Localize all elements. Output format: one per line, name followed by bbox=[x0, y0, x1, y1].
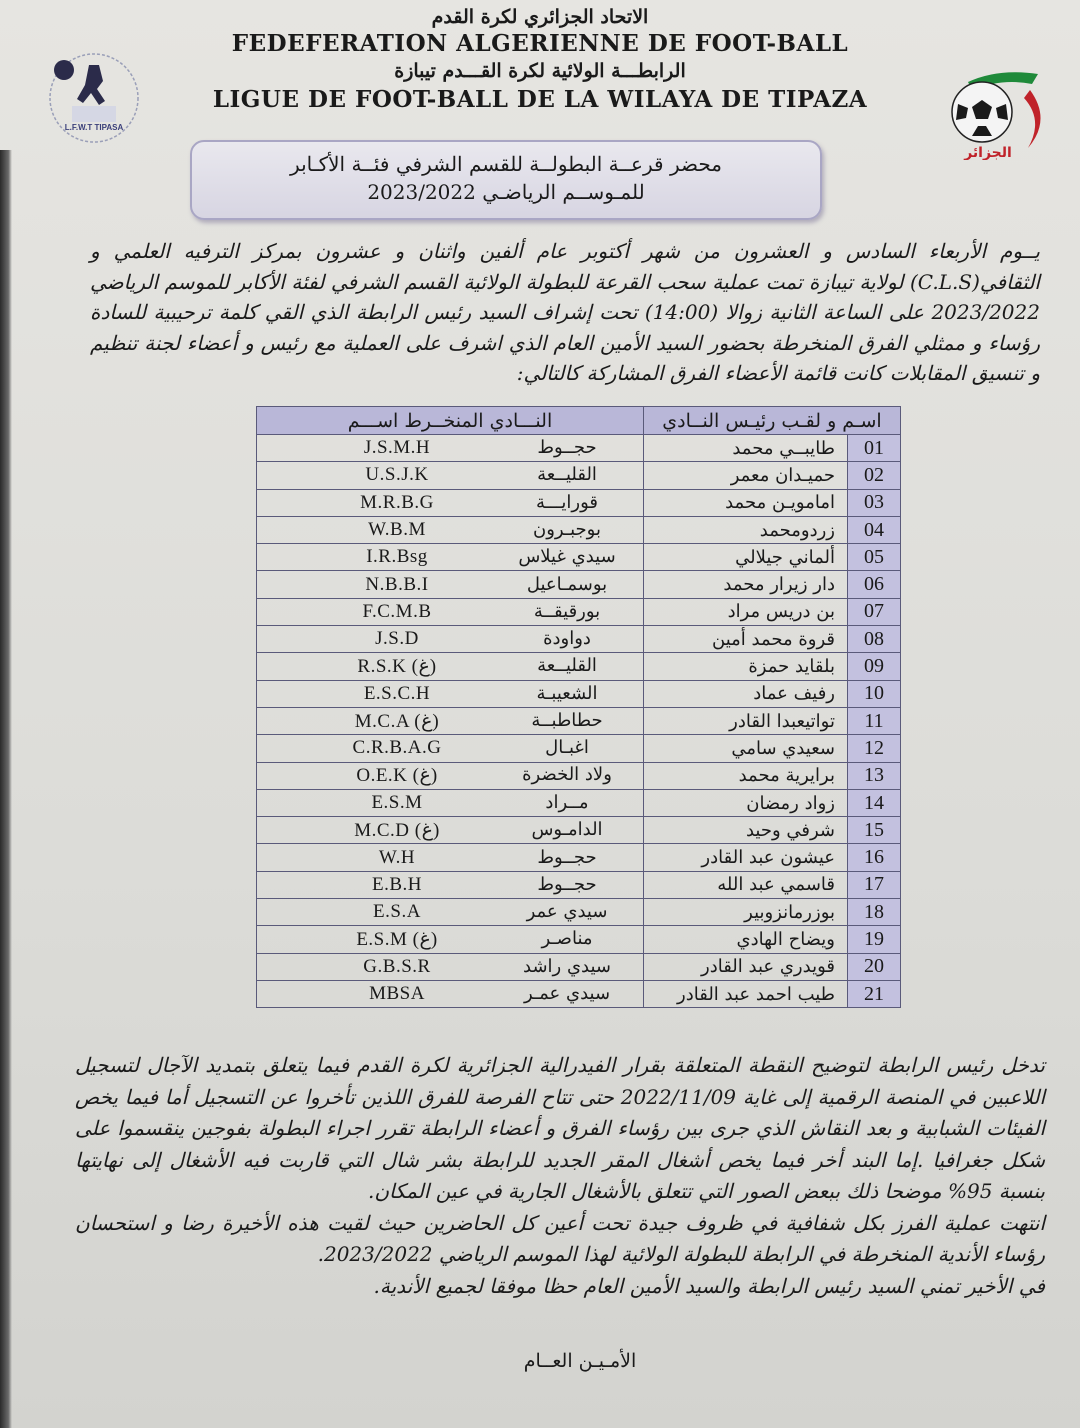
club-cell bbox=[257, 871, 644, 898]
table-row bbox=[257, 762, 901, 789]
row-number: 19 bbox=[848, 926, 901, 953]
club-town: بوسمـاعيل bbox=[526, 573, 608, 595]
club-town: الشعيبـة bbox=[536, 682, 598, 704]
president-name: ويضاح الهادي bbox=[644, 926, 848, 953]
club-cell bbox=[257, 462, 644, 489]
row-number: 05 bbox=[848, 544, 901, 571]
table-row bbox=[257, 707, 901, 734]
club-cell bbox=[257, 680, 644, 707]
president-name: زواد رمضان bbox=[644, 789, 848, 816]
table-row bbox=[257, 735, 901, 762]
club-cell bbox=[257, 571, 644, 598]
club-code: U.S.J.K bbox=[365, 464, 429, 486]
table-row bbox=[257, 571, 901, 598]
table-row bbox=[257, 817, 901, 844]
row-number: 20 bbox=[848, 953, 901, 980]
president-name: سعيدي سامي bbox=[644, 735, 848, 762]
club-town: حجــوط bbox=[537, 846, 597, 868]
row-number: 17 bbox=[848, 871, 901, 898]
president-name: ألماني جيلالي bbox=[644, 544, 848, 571]
president-name: حميـدان معمر bbox=[644, 462, 848, 489]
club-town: حجــوط bbox=[537, 437, 597, 459]
club-town: سيدي غيلاس bbox=[518, 546, 616, 568]
row-number: 08 bbox=[848, 626, 901, 653]
table-row bbox=[257, 489, 901, 516]
club-code: J.S.D bbox=[375, 628, 419, 650]
club-town: حجــوط bbox=[537, 873, 597, 895]
clubs-table bbox=[256, 406, 901, 1008]
president-name: دار زيرار محمد bbox=[644, 571, 848, 598]
page-edge-shadow bbox=[0, 150, 12, 1428]
president-name: زردومحمد bbox=[644, 516, 848, 543]
row-number: 06 bbox=[848, 571, 901, 598]
club-town: الدامـوس bbox=[531, 818, 603, 840]
table-row bbox=[257, 544, 901, 571]
row-number: 09 bbox=[848, 653, 901, 680]
svg-text:L.F.W.T TIPASA: L.F.W.T TIPASA bbox=[64, 123, 124, 132]
club-cell bbox=[257, 953, 644, 980]
club-town: مناصـر bbox=[541, 927, 593, 949]
club-cell bbox=[257, 626, 644, 653]
club-code: O.E.K (غ) bbox=[356, 765, 438, 787]
club-town: القليــعة bbox=[537, 464, 597, 486]
row-number: 03 bbox=[848, 489, 901, 516]
club-town: سيدي عمـر bbox=[523, 983, 611, 1005]
president-name: امامويـن محمد bbox=[644, 489, 848, 516]
club-cell bbox=[257, 435, 644, 462]
president-name: شرفي وحيد bbox=[644, 817, 848, 844]
club-town: بوجبـرون bbox=[533, 519, 601, 541]
club-cell bbox=[257, 489, 644, 516]
president-name: تواتيعبدا القادر bbox=[644, 707, 848, 734]
club-cell bbox=[257, 817, 644, 844]
table-row bbox=[257, 598, 901, 625]
club-code: M.R.B.G bbox=[360, 491, 434, 513]
club-town: ولاد الخضرة bbox=[522, 764, 612, 786]
club-code: M.C.A (غ) bbox=[354, 710, 440, 732]
club-town: دواودة bbox=[543, 628, 591, 650]
title-line-1: محضر قرعــة البطولــة للقسم الشرفي فئــة الأكـابر bbox=[290, 152, 722, 176]
club-code: C.R.B.A.G bbox=[352, 737, 442, 759]
president-name: بلقايد حمزة bbox=[644, 653, 848, 680]
french-league-title: LIGUE DE FOOT-BALL DE LA WILAYA DE TIPAZA bbox=[212, 86, 868, 113]
french-federation-title: FEDEFERATION ALGERIENNE DE FOOT-BALL bbox=[231, 30, 849, 57]
club-code: F.C.M.B bbox=[362, 600, 432, 622]
table-row bbox=[257, 899, 901, 926]
president-name: بوزرمانزوبير bbox=[644, 899, 848, 926]
president-name: قويدري عبد القادر bbox=[644, 953, 848, 980]
club-town: اغبـال bbox=[545, 737, 589, 759]
closing-paragraph-3: في الأخير تمني السيد رئيس الرابطة والسيد الأمين العام حظا موفقا لجميع الأندية. bbox=[373, 1273, 1045, 1298]
club-code: N.B.B.I bbox=[365, 573, 429, 595]
table-row bbox=[257, 871, 901, 898]
club-cell bbox=[257, 789, 644, 816]
club-town: مــراد bbox=[545, 792, 589, 813]
president-name: برايرية محمد bbox=[644, 762, 848, 789]
club-code: J.S.M.H bbox=[363, 437, 431, 459]
table-row bbox=[257, 516, 901, 543]
club-code: E.S.M bbox=[371, 792, 423, 813]
club-cell bbox=[257, 598, 644, 625]
club-code: W.B.M bbox=[368, 519, 426, 541]
row-number: 16 bbox=[848, 844, 901, 871]
row-number: 10 bbox=[848, 680, 901, 707]
president-header: اسـم و لقـب رئيـس النــادي bbox=[644, 407, 901, 435]
club-town: قورايـــة bbox=[535, 491, 599, 513]
club-cell bbox=[257, 926, 644, 953]
club-code: E.S.A bbox=[373, 901, 421, 923]
federation-logo bbox=[938, 60, 1058, 160]
table-row bbox=[257, 789, 901, 816]
club-town: القليــعة bbox=[537, 655, 597, 677]
row-number: 18 bbox=[848, 899, 901, 926]
president-name: طيب احمد عبد القادر bbox=[644, 980, 848, 1007]
table-row bbox=[257, 844, 901, 871]
row-number: 07 bbox=[848, 598, 901, 625]
club-code: E.S.M (غ) bbox=[356, 928, 438, 950]
row-number: 12 bbox=[848, 735, 901, 762]
club-town: حطاطبــة bbox=[531, 709, 603, 731]
club-cell bbox=[257, 707, 644, 734]
president-name: طايبــي محمد bbox=[644, 435, 848, 462]
table-row bbox=[257, 435, 901, 462]
intro-paragraph: يــوم الأربعاء السادس و العشرون من شهر أكتوبر عام ألفين واثنان و عشرون بمركز الترفيه العلمي و الثقافي(C.L.S) لولاية تيبازة تمت عملية سحب القرعة للبطولة الولائية القسم الشرفي لفئة الأكابر للموسم الرياضي 2023/2022 على الساعة الثانية زوالا (14:00) تحت إشراف السيد رئيس الرابطة الذي القي كلمة ترحيبية للسادة رؤساء و ممثلي الفرق المنخرطة بحضور السيد الأمين العام الذي اشرف على العملية مع رئيس و أعضاء لجنة تنظيم و تنسيق المقابلات كانت قائمة الأعضاء الفرق المشاركة كالتالي: bbox=[90, 239, 1040, 385]
club-code: MBSA bbox=[369, 983, 425, 1005]
president-name: بن دريس مراد bbox=[644, 598, 848, 625]
club-code: G.B.S.R bbox=[363, 955, 431, 977]
club-code: M.C.D (غ) bbox=[354, 819, 440, 841]
table-row bbox=[257, 462, 901, 489]
president-name: قاسمي عبد الله bbox=[644, 871, 848, 898]
club-code: I.R.Bsg bbox=[366, 546, 428, 568]
table-row bbox=[257, 980, 901, 1007]
club-town: سيدي عمر bbox=[526, 901, 608, 923]
svg-text:الجزائر: الجزائر bbox=[964, 145, 1012, 160]
row-number: 21 bbox=[848, 980, 901, 1007]
club-cell bbox=[257, 844, 644, 871]
club-cell bbox=[257, 735, 644, 762]
club-cell bbox=[257, 899, 644, 926]
row-number: 14 bbox=[848, 789, 901, 816]
club-code: W.H bbox=[378, 846, 416, 868]
league-logo bbox=[44, 50, 144, 150]
club-cell bbox=[257, 762, 644, 789]
club-cell bbox=[257, 516, 644, 543]
row-number: 04 bbox=[848, 516, 901, 543]
club-code: E.B.H bbox=[372, 873, 422, 895]
row-number: 01 bbox=[848, 435, 901, 462]
table-header-row bbox=[257, 407, 901, 435]
row-number: 15 bbox=[848, 817, 901, 844]
arabic-league-title: الرابطـــة الولائية لكرة القـــدم تيبازة bbox=[394, 60, 686, 82]
club-town: سيدي راشد bbox=[523, 955, 611, 977]
club-cell bbox=[257, 653, 644, 680]
club-cell bbox=[257, 980, 644, 1007]
president-name: رفيف عماد bbox=[644, 680, 848, 707]
club-code: E.S.C.H bbox=[363, 682, 431, 704]
arabic-federation-title: الاتحاد الجزائري لكرة القدم bbox=[431, 6, 649, 28]
title-box bbox=[190, 140, 822, 220]
closing-paragraph-1: تدخل رئيس الرابطة لتوضيح النقطة المتعلقة بقرار الفيدرالية الجزائرية لكرة القدم فيما يتعلق بتمديد الآجال لتسجيل اللاعبين في المنصة الرقمية إلى غاية 2022/11/09 حتى تتاح الفرصة للفرق اللذين تأخروا عن التسجيل أما فيما يخص الفيئات الشبابية و بعد النقاش الذي جرى بين رؤساء الفرق و أعضاء الرابطة تقرر اجراء البطولة بفوجين ينقسموا على شكل جغرافيا .إما البند أخر فيما يخص أشغال المقر الجديد للرابطة بشر شال التي قاربت فيه الأشغال إلى نهايتها بنسبة 95% موضحا ذلك ببعض الصور التي تتعلق بالأشغال الجارية في عين المكان. bbox=[75, 1053, 1046, 1203]
row-number: 13 bbox=[848, 762, 901, 789]
signature-label: الأمـيـن العــام bbox=[523, 1350, 637, 1372]
row-number: 11 bbox=[848, 707, 901, 734]
club-town: بورقيقــة bbox=[533, 600, 601, 622]
president-name: عيشون عبد القادر bbox=[644, 844, 848, 871]
title-line-2: للمـوســم الرياضـي 2023/2022 bbox=[367, 180, 645, 204]
row-number: 02 bbox=[848, 462, 901, 489]
table-row bbox=[257, 680, 901, 707]
table-row bbox=[257, 653, 901, 680]
closing-section bbox=[75, 1050, 1045, 1302]
president-name: قروة محمد أمين bbox=[644, 626, 848, 653]
table-row bbox=[257, 626, 901, 653]
table-row bbox=[257, 926, 901, 953]
club-cell bbox=[257, 544, 644, 571]
table-row bbox=[257, 953, 901, 980]
closing-paragraph-2: انتهت عملية الفرز بكل شفافية في ظروف جيدة تحت أعين كل الحاضرين حيث لقيت هذه الأخيرة رضا و استحسان رؤساء الأندية المنخرطة في الرابطة للبطولة الولائية لهذا الموسم الرياضي 2023/2022. bbox=[75, 1210, 1045, 1266]
club-header: النـــادي المنخــرط اســـم bbox=[257, 407, 644, 435]
club-code: R.S.K (غ) bbox=[357, 656, 437, 678]
